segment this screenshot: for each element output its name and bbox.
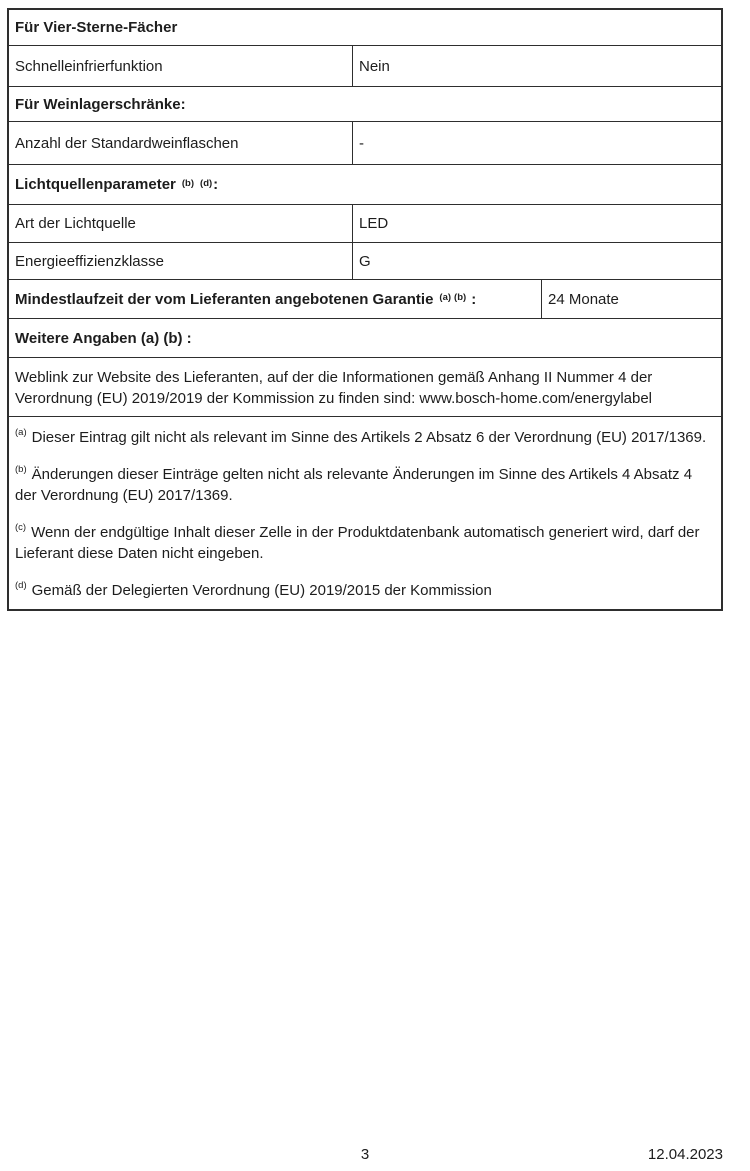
guarantee-label-text: Mindestlaufzeit der vom Lieferanten angebotenen Garantie (15, 290, 434, 308)
fast-freeze-value: Nein (352, 46, 721, 86)
footnote-c-text: Wenn der endgültige Inhalt dieser Zelle in der Produktdatenbank automatisch generiert wird, darf der Lieferant diese Daten nicht eingeben. (15, 524, 700, 562)
footnote-b-text: Änderungen dieser Einträge gelten nicht als relevante Änderungen im Sinne des Artikels 4 Absatz 4 der Verordnung (EU) 2017/1369. (15, 466, 693, 504)
footnote-a (15, 427, 711, 448)
section-header-more-info: Weitere Angaben (a) (b) : (15, 329, 192, 347)
footnote-a-text: Dieser Eintrag gilt nicht als relevant im Sinne des Artikels 2 Absatz 6 der Verordnung (EU) 2017/1369. (31, 429, 707, 446)
product-data-table (7, 8, 723, 611)
light-source-type-value: LED (352, 205, 721, 242)
page-number: 3 (360, 1146, 370, 1163)
energy-efficiency-class-label: Energieeffizienzklasse (15, 252, 164, 270)
section-header-wine-storage: Für Weinlagerschränke: (15, 95, 186, 113)
row-fast-freeze (9, 45, 721, 86)
fast-freeze-label: Schnelleinfrierfunktion (15, 57, 163, 75)
wine-bottles-value: - (352, 122, 721, 164)
wine-bottles-label: Anzahl der Standardweinflaschen (15, 134, 239, 152)
section-header-four-star: Für Vier-Sterne-Fächer (15, 19, 178, 36)
section-row-wine-storage (9, 86, 721, 121)
row-weblink (9, 357, 721, 416)
section-row-light-parameters (9, 164, 721, 204)
footnote-d-text: Gemäß der Delegierten Verordnung (EU) 2019/2015 der Kommission (31, 582, 492, 599)
row-footnotes (9, 416, 721, 609)
page-footer (7, 1146, 723, 1166)
weblink-text: Weblink zur Website des Lieferanten, auf der die Informationen gemäß Anhang II Nummer 4 der Verordnung (EU) 2019/2019 der Kommission zu finden sind: www.bosch-home.com/energylabel (15, 369, 653, 407)
light-parameters-colon: : (213, 176, 219, 193)
footnote-d (15, 580, 711, 601)
footnotes-block (9, 417, 721, 609)
footnote-a-marker: (a) (15, 427, 27, 438)
light-parameters-title: Lichtquellenparameter (15, 176, 176, 193)
footnote-b (15, 464, 711, 506)
footnote-d-marker: (d) (15, 580, 27, 591)
footnote-c-marker: (c) (15, 522, 27, 533)
light-source-type-label: Art der Lichtquelle (15, 215, 136, 232)
section-header-light-parameters: Lichtquellenparameter $^{(b)}$ $^{(d)}$ : (15, 176, 219, 193)
energy-efficiency-class-value: G (352, 243, 721, 279)
guarantee-colon: : (471, 290, 477, 308)
section-row-more-info (9, 318, 721, 357)
guarantee-value: 24 Monate (541, 280, 721, 318)
row-energy-efficiency-class (9, 242, 721, 279)
footnote-c (15, 522, 711, 564)
footer-date: 12.04.2023 (647, 1146, 723, 1163)
footnote-b-marker: (b) (15, 464, 27, 475)
row-wine-bottles (9, 121, 721, 164)
row-guarantee (9, 279, 721, 318)
row-light-source-type (9, 204, 721, 242)
section-row-four-star (9, 10, 721, 45)
guarantee-label: Mindestlaufzeit der vom Lieferanten angebotenen Garantie $^{(a)}$ $^{(b)}$ : (15, 290, 477, 308)
